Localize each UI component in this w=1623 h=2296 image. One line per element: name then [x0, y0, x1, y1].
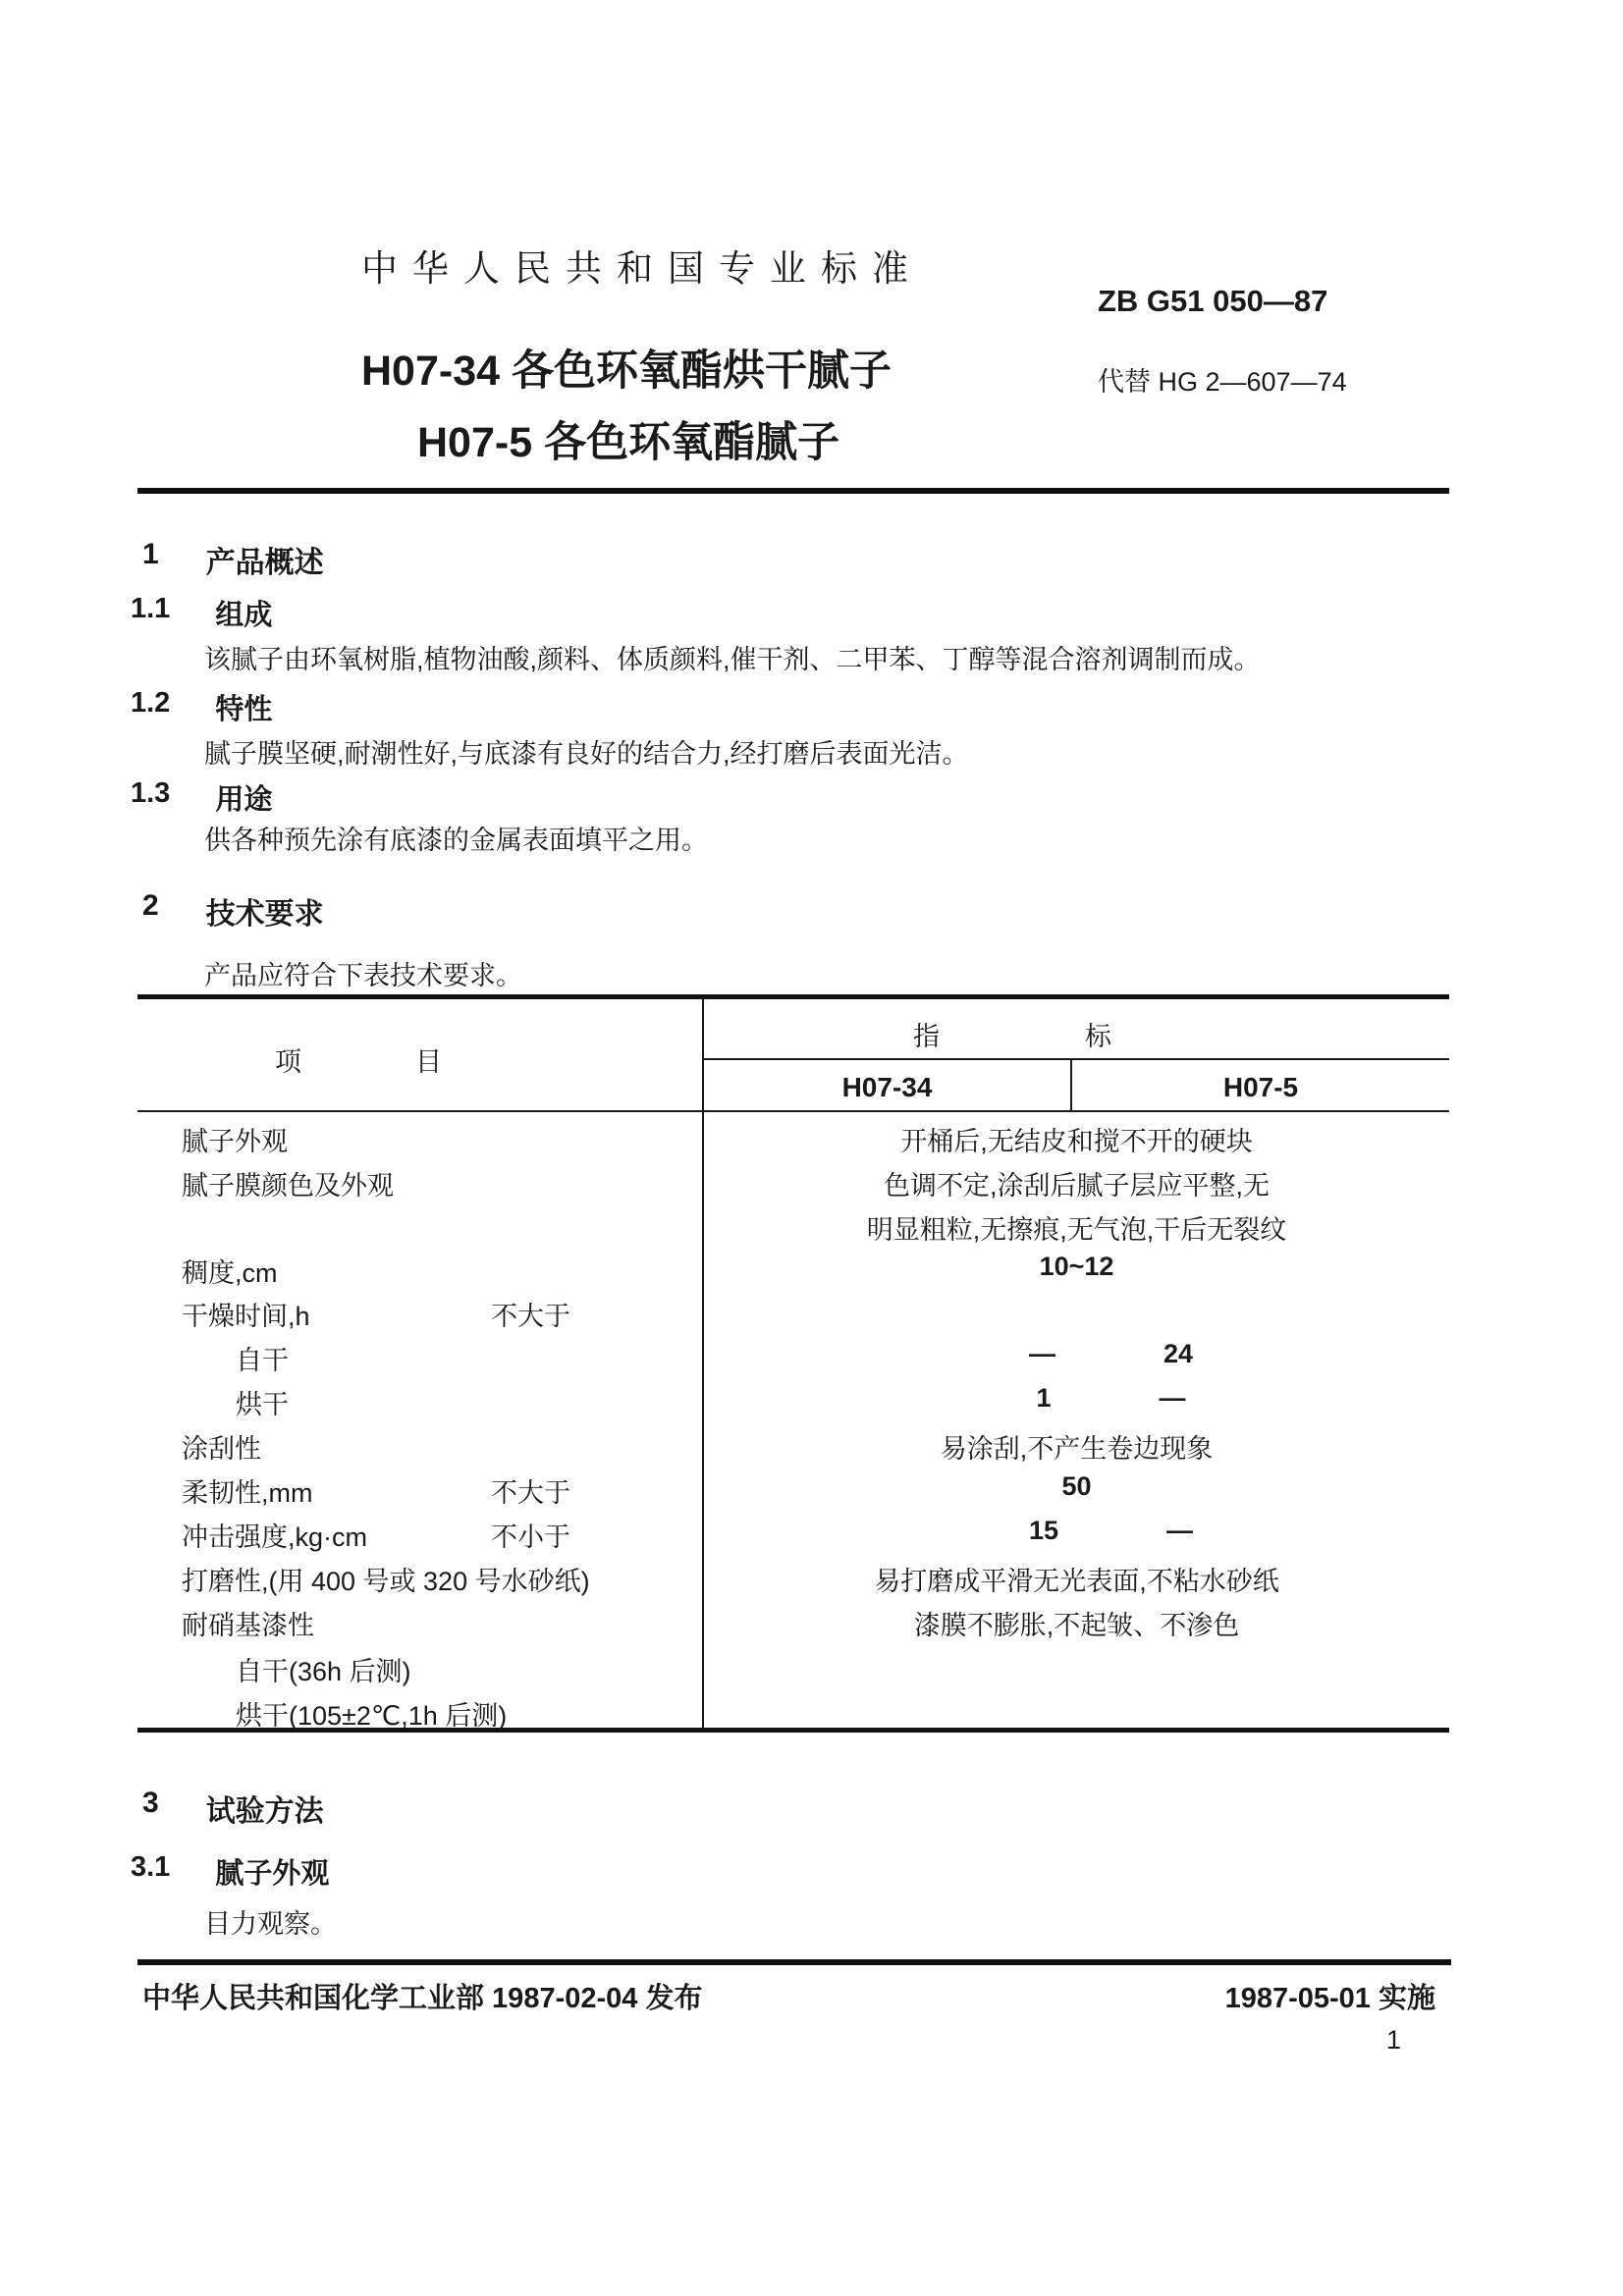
section-1-2-number: 1.2 [131, 687, 171, 719]
row-value: 色调不定,涂刮后腻子层应平整,无 [883, 1171, 1270, 1201]
value-h07-34: 1 [1036, 1383, 1052, 1413]
row-value-line2: 明显粗粒,无擦痕,无气泡,干后无裂纹 [866, 1215, 1287, 1245]
row-value: 开桶后,无结皮和搅不开的硬块 [900, 1127, 1253, 1156]
row-label: 涂刮性 [182, 1434, 261, 1464]
section-1-2-body: 腻子膜坚硬,耐潮性好,与底漆有良好的结合力,经打磨后表面光洁。 [204, 739, 969, 769]
row-label: 烘干 [236, 1390, 289, 1419]
section-3-number: 3 [142, 1787, 159, 1819]
section-1-3-heading [131, 777, 272, 818]
standard-code: ZB G51 050—87 [1098, 284, 1328, 318]
value-h07-34: 15 [1028, 1516, 1059, 1545]
column-header-h07-34: H07-34 [841, 1072, 933, 1102]
row-value: 易涂刮,不产生卷边现象 [940, 1434, 1214, 1464]
index-column-header: 指标 [913, 1022, 1257, 1051]
section-3-1-number: 3.1 [131, 1851, 171, 1883]
section-2-title: 技术要求 [205, 898, 324, 931]
section-1-1-number: 1.1 [131, 593, 171, 624]
row-label: 耐硝基漆性 [182, 1611, 314, 1640]
section-1-2-title: 特性 [215, 694, 273, 725]
row-label: 烘干(105±2℃,1h 后测) [236, 1701, 508, 1731]
section-1-2-heading [131, 687, 272, 727]
value-h07-5: — [1159, 1383, 1186, 1413]
footer-rule [137, 1959, 1451, 1965]
row-value: 10~12 [1039, 1252, 1114, 1281]
row-values [738, 1516, 1484, 1546]
row-qualifier: 不大于 [491, 1478, 570, 1508]
row-label: 柔韧性,mm [182, 1478, 313, 1508]
section-1-heading [142, 538, 324, 581]
section-3-title: 试验方法 [205, 1795, 324, 1828]
title-divider-rule [137, 488, 1449, 494]
section-2-number: 2 [142, 889, 159, 922]
page-number: 1 [1386, 2025, 1402, 2055]
section-3-heading [142, 1787, 324, 1830]
row-label: 干燥时间,h [182, 1302, 310, 1331]
section-1-1-heading [131, 593, 272, 633]
section-2-intro: 产品应符合下表技术要求。 [204, 961, 522, 990]
doc-title-line2: H07-5 各色环氧酯腻子 [417, 419, 840, 466]
row-label: 自干 [236, 1346, 289, 1375]
row-label: 自干(36h 后测) [236, 1657, 411, 1686]
tech-requirements-table [137, 994, 1449, 1733]
row-value: 易打磨成平滑无光表面,不粘水砂纸 [874, 1567, 1279, 1596]
section-3-1-heading [131, 1851, 329, 1892]
row-label: 腻子外观 [182, 1127, 288, 1156]
row-value: 漆膜不膨胀,不起皱、不渗色 [913, 1611, 1240, 1640]
row-label: 冲击强度,kg·cm [182, 1522, 367, 1552]
value-h07-34: — [1028, 1339, 1055, 1368]
value-h07-5: — [1166, 1516, 1194, 1545]
section-2-heading [142, 889, 324, 933]
doc-title-line1: H07-34 各色环氧酯烘干腻子 [361, 347, 892, 395]
section-1-number: 1 [142, 538, 159, 570]
table-header-underline [137, 1110, 1449, 1112]
section-1-3-title: 用途 [215, 784, 273, 816]
row-values [738, 1339, 1484, 1369]
column-header-h07-5: H07-5 [1222, 1072, 1299, 1102]
value-h07-5: 24 [1163, 1339, 1194, 1368]
row-value: 50 [1061, 1471, 1092, 1501]
section-3-1-body: 目力观察。 [204, 1909, 337, 1939]
row-values [738, 1383, 1484, 1414]
row-qualifier: 不小于 [491, 1522, 570, 1552]
standard-name: 中华人民共和国专业标准 [361, 248, 923, 289]
row-label: 腻子膜颜色及外观 [182, 1171, 394, 1201]
replaces-note: 代替 HG 2—607—74 [1098, 367, 1347, 397]
section-1-1-title: 组成 [215, 600, 273, 631]
section-1-title: 产品概述 [205, 547, 324, 579]
footer-implemented: 1987-05-01 实施 [1224, 1983, 1435, 2014]
section-1-3-number: 1.3 [131, 777, 171, 809]
section-3-1-title: 腻子外观 [215, 1858, 330, 1890]
row-qualifier: 不大于 [491, 1302, 570, 1331]
item-column-header: 项目 [275, 1047, 556, 1077]
row-label: 打磨性,(用 400 号或 320 号水砂纸) [182, 1567, 590, 1596]
section-1-3-body: 供各种预先涂有底漆的金属表面填平之用。 [204, 826, 708, 855]
row-label: 稠度,cm [182, 1258, 278, 1288]
index-header-underline [702, 1058, 1449, 1060]
footer-issued: 中华人民共和国化学工业部 1987-02-04 发布 [142, 1983, 703, 2014]
section-1-1-body: 该腻子由环氧树脂,植物油酸,颜料、体质颜料,催干剂、二甲苯、丁醇等混合溶剂调制而成。 [204, 645, 1261, 674]
